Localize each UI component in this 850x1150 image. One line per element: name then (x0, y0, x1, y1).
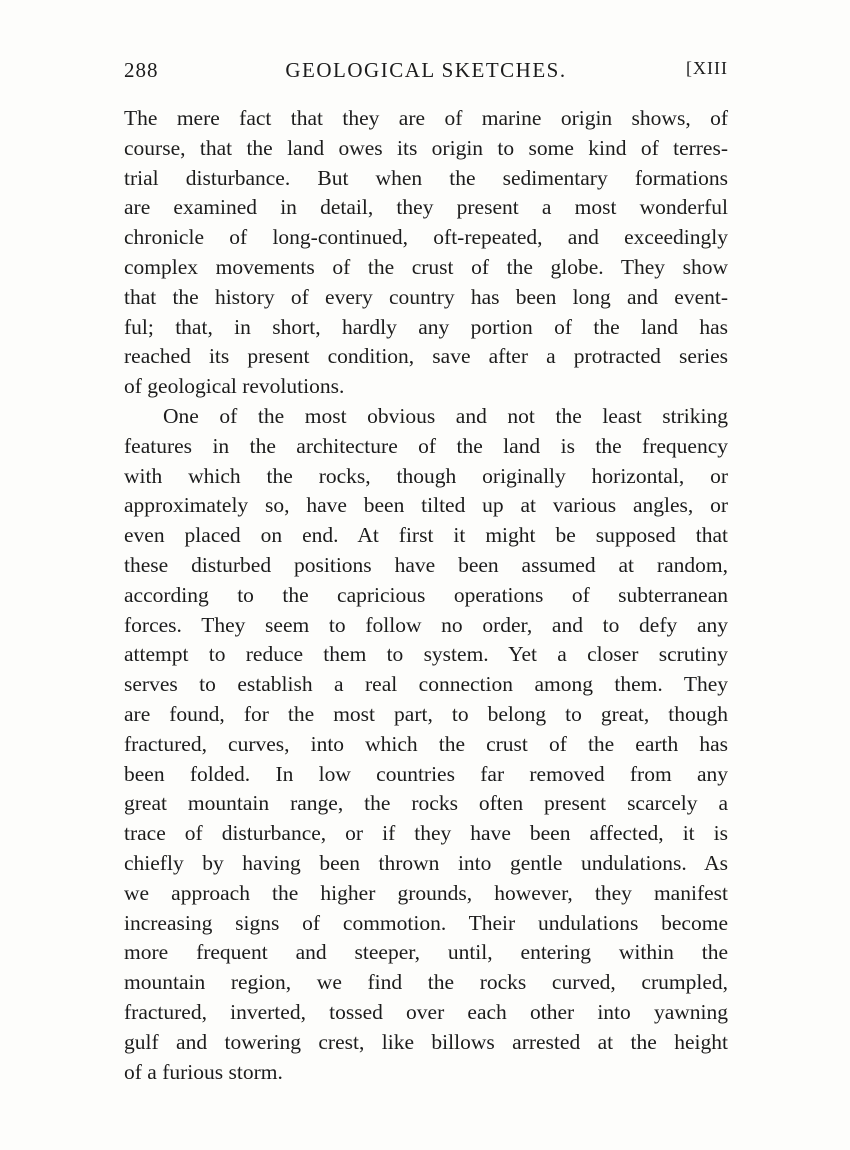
text-line: according to the capricious operations of subterranean (124, 582, 728, 607)
text-line: forces. They seem to follow no order, and to defy any (124, 612, 728, 637)
body-text (124, 104, 728, 1087)
text-line: of geological revolutions. (124, 374, 345, 399)
text-line: One of the most obvious and not the least striking (163, 403, 728, 428)
text-line: been folded. In low countries far removed from any (124, 761, 728, 786)
text-line: are examined in detail, they present a most wonderful (124, 195, 728, 220)
text-line: mountain region, we find the rocks curved, crumpled, (124, 970, 728, 995)
text-line: The mere fact that they are of marine origin shows, of (124, 106, 728, 130)
running-header (124, 58, 728, 88)
text-line: trace of disturbance, or if they have been affected, it is (124, 821, 728, 846)
text-line: even placed on end. At first it might be supposed that (124, 523, 728, 548)
text-line: fractured, inverted, tossed over each other into yawning (124, 999, 728, 1024)
text-line: with which the rocks, though originally horizontal, or (124, 463, 728, 488)
text-line: fractured, curves, into which the crust of the earth has (124, 731, 728, 756)
text-line: chronicle of long-continued, oft-repeated, and exceedingly (124, 225, 728, 250)
running-title: GEOLOGICAL SKETCHES. (285, 58, 567, 82)
text-line: ful; that, in short, hardly any portion of the land has (124, 314, 728, 339)
text-line: increasing signs of commotion. Their undulations become (124, 910, 728, 935)
text-line: that the history of every country has been long and event- (124, 284, 728, 309)
text-line: course, that the land owes its origin to some kind of terres- (124, 135, 728, 160)
text-line: are found, for the most part, to belong to great, though (124, 701, 728, 726)
text-line: we approach the higher grounds, however, they manifest (124, 880, 728, 905)
text-line: serves to establish a real connection among them. They (124, 672, 728, 697)
text-line: approximately so, have been tilted up at various angles, or (124, 493, 728, 518)
text-line: features in the architecture of the land is the frequency (124, 433, 728, 458)
text-line: chiefly by having been thrown into gentle undulations. As (124, 850, 728, 875)
page-number: 288 (124, 58, 159, 82)
text-line: great mountain range, the rocks often present scarcely a (124, 791, 728, 816)
text-line: of a furious storm. (124, 1059, 283, 1084)
text-line: attempt to reduce them to system. Yet a closer scrutiny (124, 642, 728, 667)
chapter-mark: [XIII (686, 58, 728, 78)
paragraph-1 (124, 104, 728, 402)
text-line: reached its present condition, save after a protracted series (124, 344, 728, 369)
text-line: gulf and towering crest, like billows arrested at the height (124, 1029, 728, 1054)
paragraph-2 (124, 402, 728, 1087)
text-line: trial disturbance. But when the sedimentary formations (124, 165, 728, 190)
text-line: these disturbed positions have been assumed at random, (124, 552, 728, 577)
text-line: complex movements of the crust of the globe. They show (124, 254, 728, 279)
text-line: more frequent and steeper, until, entering within the (124, 940, 728, 965)
